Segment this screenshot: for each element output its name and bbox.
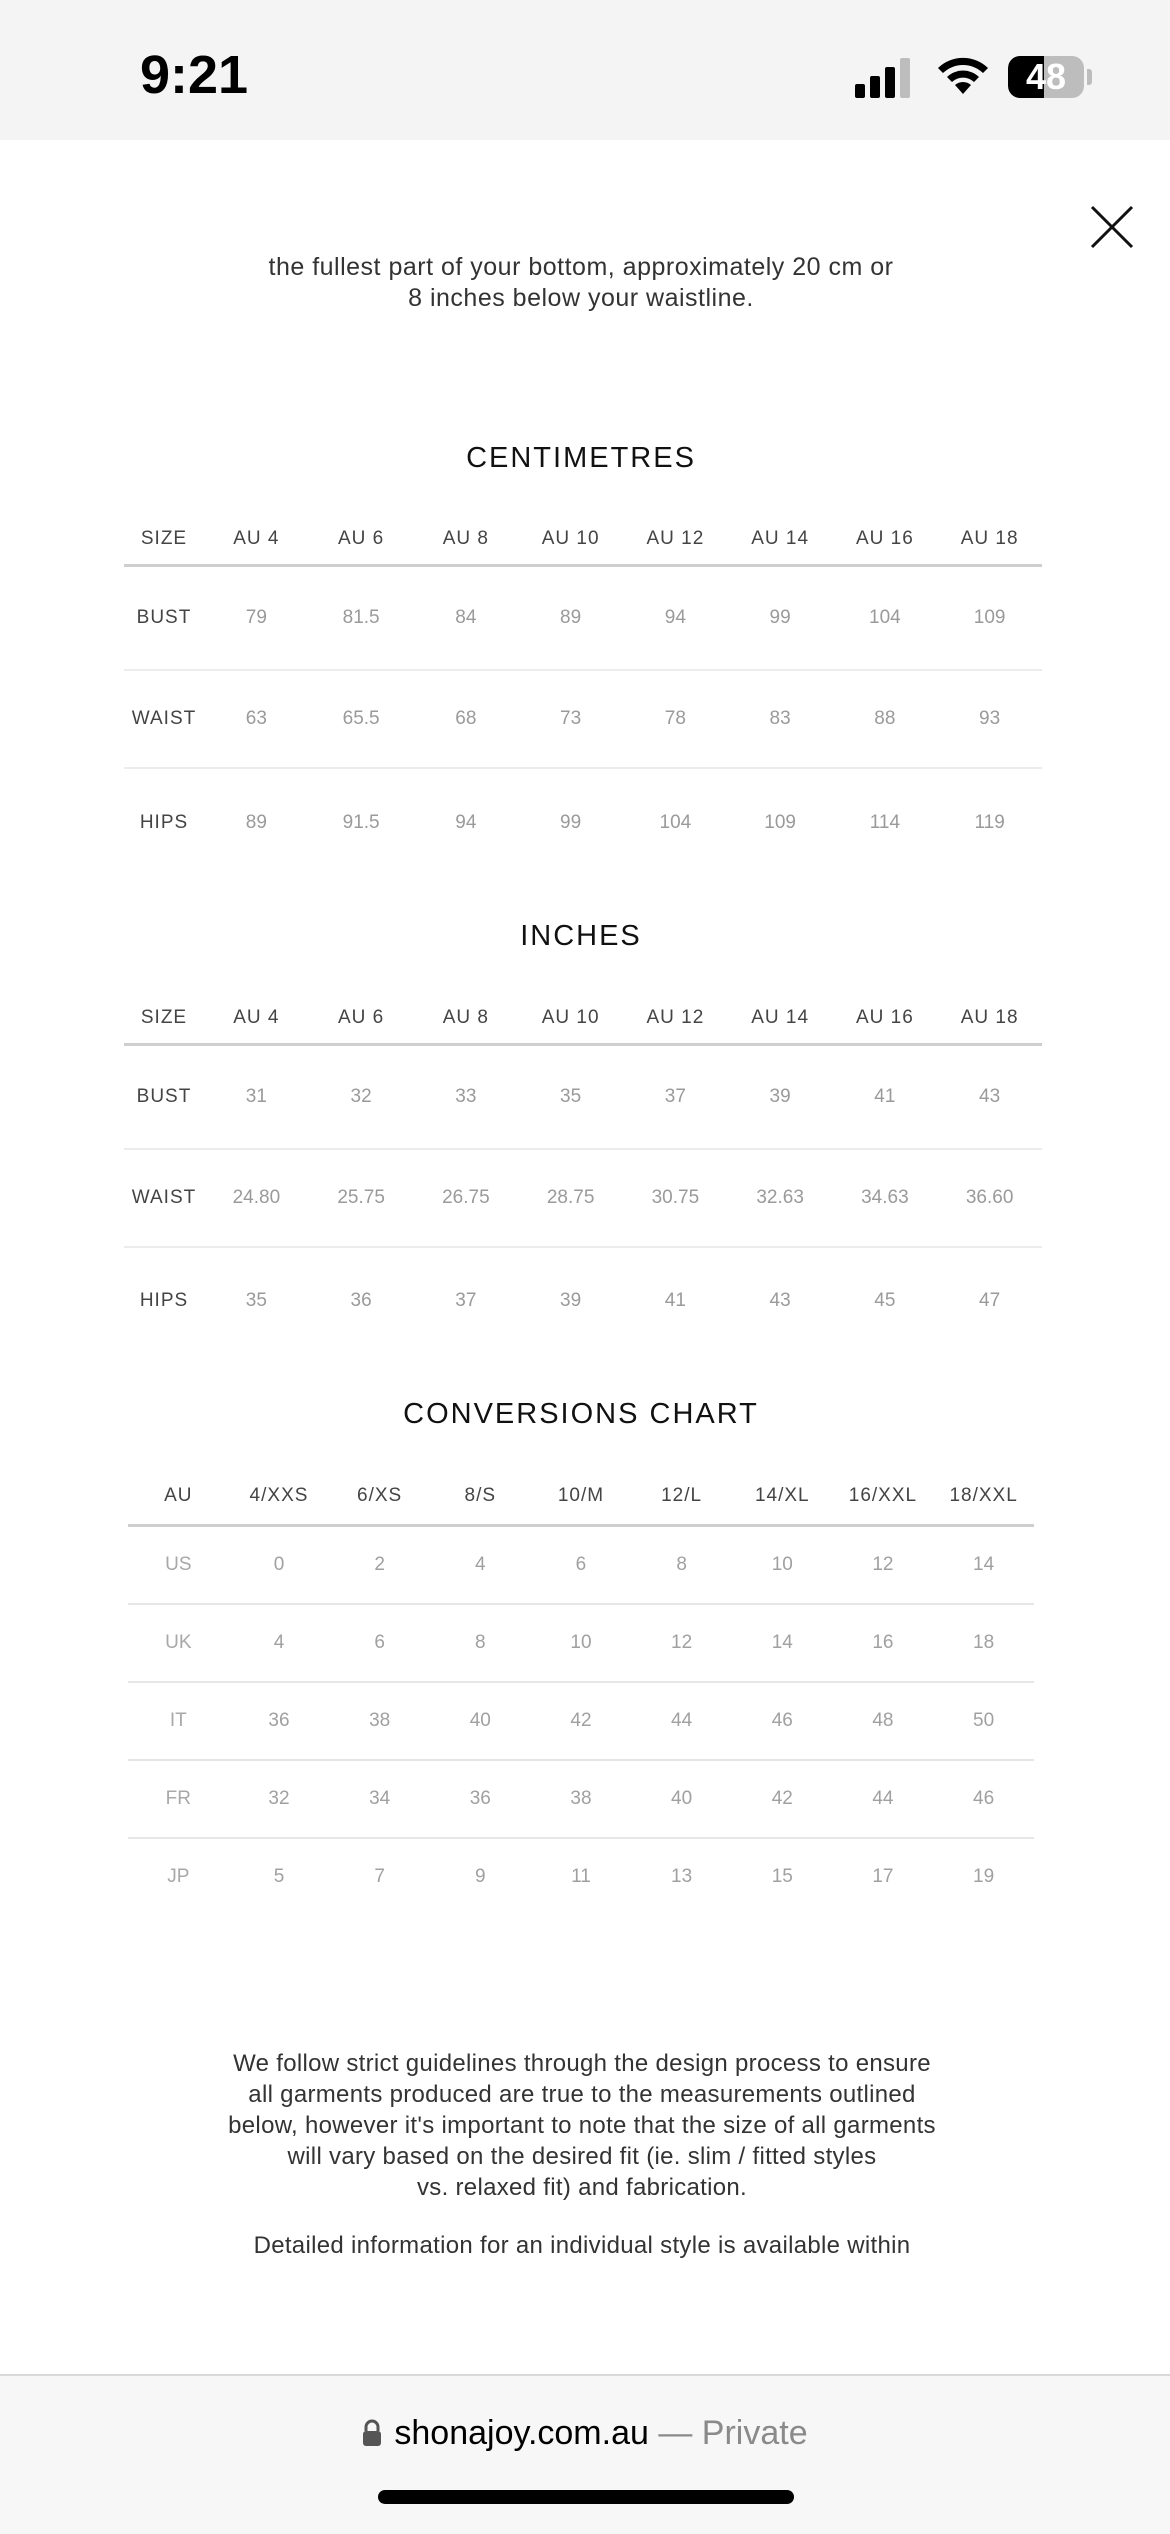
row-label: HIPS xyxy=(139,812,189,833)
row-label: BUST xyxy=(124,1045,204,1149)
table-cell: 83 xyxy=(728,670,833,768)
column-header: AU 6 xyxy=(309,514,414,566)
disclaimer-line: will vary based on the desired fit (ie. slim / fitted styles xyxy=(287,2143,877,2170)
table-cell: 99 xyxy=(560,812,582,833)
row-label: FR xyxy=(128,1760,229,1838)
row-label: BUST xyxy=(124,566,204,670)
table-cell: 109 xyxy=(764,812,796,833)
status-time: 9:21 xyxy=(140,45,249,105)
intro-line: the fullest part of your bottom, approximately 20 cm or xyxy=(268,253,894,281)
table-cell: 38 xyxy=(531,1760,632,1838)
fit-disclaimer xyxy=(130,2048,1034,2203)
column-header: AU 6 xyxy=(309,993,414,1045)
table-cell: 40 xyxy=(631,1760,732,1838)
table-cell: 35 xyxy=(518,1045,623,1149)
table-cell: 41 xyxy=(833,1045,938,1149)
column-header: AU 18 xyxy=(937,514,1042,566)
battery-icon xyxy=(1008,56,1092,98)
table-cell: 10 xyxy=(531,1604,632,1682)
table-row xyxy=(124,566,1042,670)
table-cell: 99 xyxy=(728,566,833,670)
column-header: 6/XS xyxy=(329,1468,430,1526)
intro-text xyxy=(0,252,1162,314)
table-cell: 32 xyxy=(229,1760,330,1838)
table-cell: 114 xyxy=(869,812,901,833)
row-label: WAIST xyxy=(124,1149,204,1247)
table-cell: 34.63 xyxy=(833,1149,938,1247)
table-cell: 10 xyxy=(732,1526,833,1605)
table-cell: 36 xyxy=(350,1290,372,1311)
table-row xyxy=(128,1760,1034,1838)
table-cell: 37 xyxy=(455,1290,477,1311)
table-cell: 44 xyxy=(631,1682,732,1760)
table-row xyxy=(128,1838,1034,1915)
column-header: AU xyxy=(128,1468,229,1526)
table-cell: 63 xyxy=(204,670,309,768)
column-header: AU 8 xyxy=(414,514,519,566)
conversions-title: CONVERSIONS CHART xyxy=(403,1398,759,1430)
table-cell: 19 xyxy=(973,1866,995,1887)
table-cell: 79 xyxy=(204,566,309,670)
table-cell: 91.5 xyxy=(342,812,380,833)
table-cell: 32 xyxy=(309,1045,414,1149)
table-row xyxy=(124,670,1042,768)
browser-url-bar[interactable] xyxy=(0,2374,1170,2534)
table-cell: 39 xyxy=(560,1290,582,1311)
table-cell: 42 xyxy=(531,1682,632,1760)
column-header: AU 4 xyxy=(204,514,309,566)
table-cell: 41 xyxy=(664,1290,686,1311)
table-cell: 37 xyxy=(623,1045,728,1149)
row-label: UK xyxy=(128,1604,229,1682)
column-header: AU 14 xyxy=(728,514,833,566)
column-header: AU 12 xyxy=(623,514,728,566)
column-header: 4/XXS xyxy=(229,1468,330,1526)
table-cell: 36 xyxy=(229,1682,330,1760)
table-cell: 2 xyxy=(329,1526,430,1605)
wifi-icon xyxy=(935,56,991,96)
table-row xyxy=(128,1682,1034,1760)
table-cell: 30.75 xyxy=(623,1149,728,1247)
url-domain: shonajoy.com.au xyxy=(394,2414,649,2452)
table-cell: 109 xyxy=(937,566,1042,670)
lock-icon xyxy=(362,2419,382,2447)
table-cell: 93 xyxy=(937,670,1042,768)
table-cell: 6 xyxy=(329,1604,430,1682)
column-header: SIZE xyxy=(124,993,204,1045)
table-cell: 34 xyxy=(329,1760,430,1838)
table-cell: 50 xyxy=(933,1682,1034,1760)
disclaimer-line: vs. relaxed fit) and fabrication. xyxy=(416,2174,748,2201)
table-cell: 88 xyxy=(833,670,938,768)
table-header-row xyxy=(128,1468,1034,1526)
private-label: — Private xyxy=(658,2414,808,2452)
table-cell: 13 xyxy=(671,1866,693,1887)
column-header: 16/XXL xyxy=(833,1468,934,1526)
table-cell: 33 xyxy=(414,1045,519,1149)
table-cell: 14 xyxy=(732,1604,833,1682)
row-label: IT xyxy=(128,1682,229,1760)
row-label: HIPS xyxy=(139,1290,189,1311)
row-label: JP xyxy=(167,1866,190,1887)
table-row xyxy=(128,1526,1034,1605)
table-cell: 35 xyxy=(245,1290,267,1311)
table-header-row xyxy=(124,993,1042,1045)
column-header: AU 12 xyxy=(623,993,728,1045)
table-cell: 68 xyxy=(414,670,519,768)
table-row xyxy=(124,1247,1042,1355)
row-label: US xyxy=(128,1526,229,1605)
table-cell: 5 xyxy=(273,1866,285,1887)
table-cell: 17 xyxy=(872,1866,894,1887)
conversions-table xyxy=(128,1468,1034,1915)
disclaimer-line: below, however it's important to note that the size of all garments xyxy=(228,2112,936,2139)
table-cell: 89 xyxy=(518,566,623,670)
row-label: WAIST xyxy=(124,670,204,768)
table-cell: 39 xyxy=(728,1045,833,1149)
table-cell: 28.75 xyxy=(518,1149,623,1247)
table-cell: 4 xyxy=(229,1604,330,1682)
column-header: AU 10 xyxy=(518,514,623,566)
centimetres-title: CENTIMETRES xyxy=(466,442,696,474)
table-cell: 73 xyxy=(518,670,623,768)
table-cell: 38 xyxy=(329,1682,430,1760)
column-header: 12/L xyxy=(631,1468,732,1526)
table-cell: 12 xyxy=(833,1526,934,1605)
table-cell: 89 xyxy=(245,812,267,833)
table-cell: 119 xyxy=(974,812,1005,833)
column-header: 10/M xyxy=(531,1468,632,1526)
table-cell: 7 xyxy=(374,1866,385,1887)
table-cell: 84 xyxy=(414,566,519,670)
table-cell: 46 xyxy=(732,1682,833,1760)
table-cell: 8 xyxy=(631,1526,732,1605)
table-cell: 78 xyxy=(623,670,728,768)
table-cell: 94 xyxy=(455,812,477,833)
table-cell: 8 xyxy=(430,1604,531,1682)
url-display[interactable] xyxy=(0,2414,1170,2453)
table-cell: 94 xyxy=(623,566,728,670)
table-cell: 43 xyxy=(937,1045,1042,1149)
table-cell: 14 xyxy=(933,1526,1034,1605)
table-cell: 44 xyxy=(833,1760,934,1838)
centimetres-table xyxy=(124,514,1042,878)
status-bar xyxy=(0,0,1170,140)
table-cell: 31 xyxy=(204,1045,309,1149)
table-cell: 104 xyxy=(833,566,938,670)
table-row xyxy=(128,1604,1034,1682)
table-cell: 65.5 xyxy=(309,670,414,768)
table-cell: 104 xyxy=(659,812,692,833)
table-cell: 36.60 xyxy=(937,1149,1042,1247)
table-cell: 11 xyxy=(571,1866,591,1887)
column-header: AU 14 xyxy=(728,993,833,1045)
table-cell: 4 xyxy=(430,1526,531,1605)
column-header: AU 16 xyxy=(833,514,938,566)
table-cell: 24.80 xyxy=(204,1149,309,1247)
table-cell: 12 xyxy=(631,1604,732,1682)
inches-table xyxy=(124,993,1042,1355)
column-header: SIZE xyxy=(124,514,204,566)
detail-info-text: Detailed information for an individual style is available within xyxy=(253,2232,911,2259)
column-header: AU 18 xyxy=(937,993,1042,1045)
battery-percent: 48 xyxy=(1025,56,1067,97)
table-cell: 0 xyxy=(229,1526,330,1605)
table-row xyxy=(124,1045,1042,1149)
column-header: AU 8 xyxy=(414,993,519,1045)
table-cell: 46 xyxy=(933,1760,1034,1838)
table-row xyxy=(124,768,1042,878)
column-header: 8/S xyxy=(430,1468,531,1526)
intro-line: 8 inches below your waistline. xyxy=(408,284,754,312)
column-header: 18/XXL xyxy=(933,1468,1034,1526)
table-cell: 9 xyxy=(475,1866,486,1887)
table-cell: 42 xyxy=(732,1760,833,1838)
disclaimer-line: all garments produced are true to the measurements outlined xyxy=(248,2081,916,2108)
table-cell: 40 xyxy=(430,1682,531,1760)
disclaimer-line: We follow strict guidelines through the design process to ensure xyxy=(233,2050,931,2077)
column-header: 14/XL xyxy=(732,1468,833,1526)
table-cell: 15 xyxy=(771,1866,793,1887)
inches-title: INCHES xyxy=(520,920,642,952)
close-icon[interactable] xyxy=(1088,203,1136,251)
column-header: AU 4 xyxy=(204,993,309,1045)
table-cell: 26.75 xyxy=(414,1149,519,1247)
table-cell: 16 xyxy=(833,1604,934,1682)
home-indicator[interactable] xyxy=(378,2490,794,2504)
table-row xyxy=(124,1149,1042,1247)
column-header: AU 16 xyxy=(833,993,938,1045)
table-cell: 45 xyxy=(874,1290,896,1311)
table-cell: 48 xyxy=(833,1682,934,1760)
table-cell: 25.75 xyxy=(309,1149,414,1247)
table-cell: 81.5 xyxy=(309,566,414,670)
table-cell: 32.63 xyxy=(728,1149,833,1247)
table-header-row xyxy=(124,514,1042,566)
table-cell: 47 xyxy=(979,1290,1001,1311)
cellular-signal-icon xyxy=(855,58,915,98)
table-cell: 36 xyxy=(430,1760,531,1838)
table-cell: 43 xyxy=(769,1290,791,1311)
column-header: AU 10 xyxy=(518,993,623,1045)
table-cell: 6 xyxy=(531,1526,632,1605)
table-cell: 18 xyxy=(933,1604,1034,1682)
